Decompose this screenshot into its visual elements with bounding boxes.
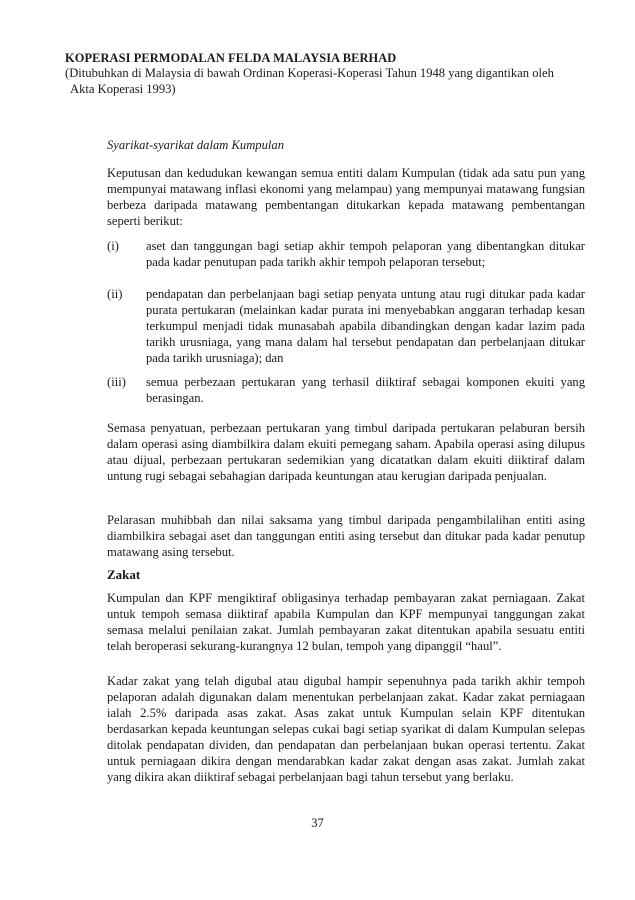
subtitle-line-1: (Ditubuhkan di Malaysia di bawah Ordinan Koperasi-Koperasi Tahun 1948 yang digantikan oleh [65,66,554,80]
paragraph-intro: Keputusan dan kedudukan kewangan semua entiti dalam Kumpulan (tidak ada satu pun yang mempunyai matawang inflasi ekonomi yang melampau) yang mempunyai matawang fungsian berbeza daripada matawang pembentangan ditukarkan kepada matawang pembentangan seperti berikut: [107,166,585,228]
page-number: 37 [311,816,324,830]
paragraph-zakat-obligasi: Kumpulan dan KPF mengiktiraf obligasinya terhadap pembayaran zakat perniagaan. Zakat untuk tempoh semasa diiktiraf apabila Kumpulan dan KPF mempunyai tanggungan zakat semasa melalui penilaian zakat. Jumlah pembayaran zakat ditentukan apabila sesuatu entiti telah beroperasi sekurang-kurangnya 12 bulan, tempoh yang dipanggil “haul”. [107,591,585,653]
paragraph-pelarasan-muhibbah: Pelarasan muhibbah dan nilai saksama yang timbul daripada pengambilalihan entiti asing diambilkira sebagai aset dan tanggungan entiti asing tersebut dan ditukar pada kadar penutup matawang asing tersebut. [107,513,585,559]
list-item-text-iii: semua perbezaan pertukaran yang terhasil diiktiraf sebagai komponen ekuiti yang berasingan. [146,375,585,405]
list-item-text-i: aset dan tanggungan bagi setiap akhir tempoh pelaporan yang dibentangkan ditukar pada kadar penutupan pada tarikh akhir tempoh pelaporan tersebut; [146,239,585,269]
list-item-label-ii: (ii) [107,287,123,301]
paragraph-kadar-zakat: Kadar zakat yang telah digubal atau digubal hampir sepenuhnya pada tarikh akhir tempoh pelaporan adalah digunakan dalam menentukan perbelanjaan zakat. Kadar zakat perniagaan ialah 2.5% daripada asas zakat. Asas zakat untuk Kumpulan selain KPF ditentukan berdasarkan kepada keuntungan selepas cukai bagi setiap syarikat di dalam Kumpulan selepas ditolak pendapatan dividen, dan pendapatan dan perbelanjaan bukan operasi tertentu. Zakat untuk perniagaan dikira dengan mendarabkan kadar zakat dengan asas zakat. Jumlah zakat yang dikira akan diiktiraf sebagai perbelanjaan bagi tahun tersebut yang berlaku. [107,674,585,784]
section-heading-kumpulan: Syarikat-syarikat dalam Kumpulan [107,138,284,152]
list-item-label-iii: (iii) [107,375,126,389]
list-item-text-ii: pendapatan dan perbelanjaan bagi setiap penyata untung atau rugi ditukar pada kadar purata pertukaran (melainkan kadar purata ini menyebabkan anggaran terhadap kesan terkumpul menjadi tidak munasabah apabila dibandingkan dengan kadar lazim pada tarikh urusniaga, yang mana dalam hal tersebut pendapatan dan perbelanjaan ditukar pada tarikh urusniaga); dan [146,287,585,365]
subtitle-line-2: Akta Koperasi 1993) [70,81,176,96]
document-subtitle [65,66,585,97]
section-heading-zakat: Zakat [107,567,141,582]
paragraph-penyatuan: Semasa penyatuan, perbezaan pertukaran yang timbul daripada pertukaran pelaburan bersih dalam operasi asing diambilkira dalam ekuiti pemegang saham. Apabila operasi asing dilupus atau dijual, perbezaan pertukaran sedemikian yang dicatatkan dalam ekuiti diiktiraf dalam untung rugi sebagai sebahagian daripada keuntungan atau kerugian daripada penjualan. [107,421,585,483]
document-title: KOPERASI PERMODALAN FELDA MALAYSIA BERHAD [65,51,397,65]
list-item-label-i: (i) [107,239,119,253]
